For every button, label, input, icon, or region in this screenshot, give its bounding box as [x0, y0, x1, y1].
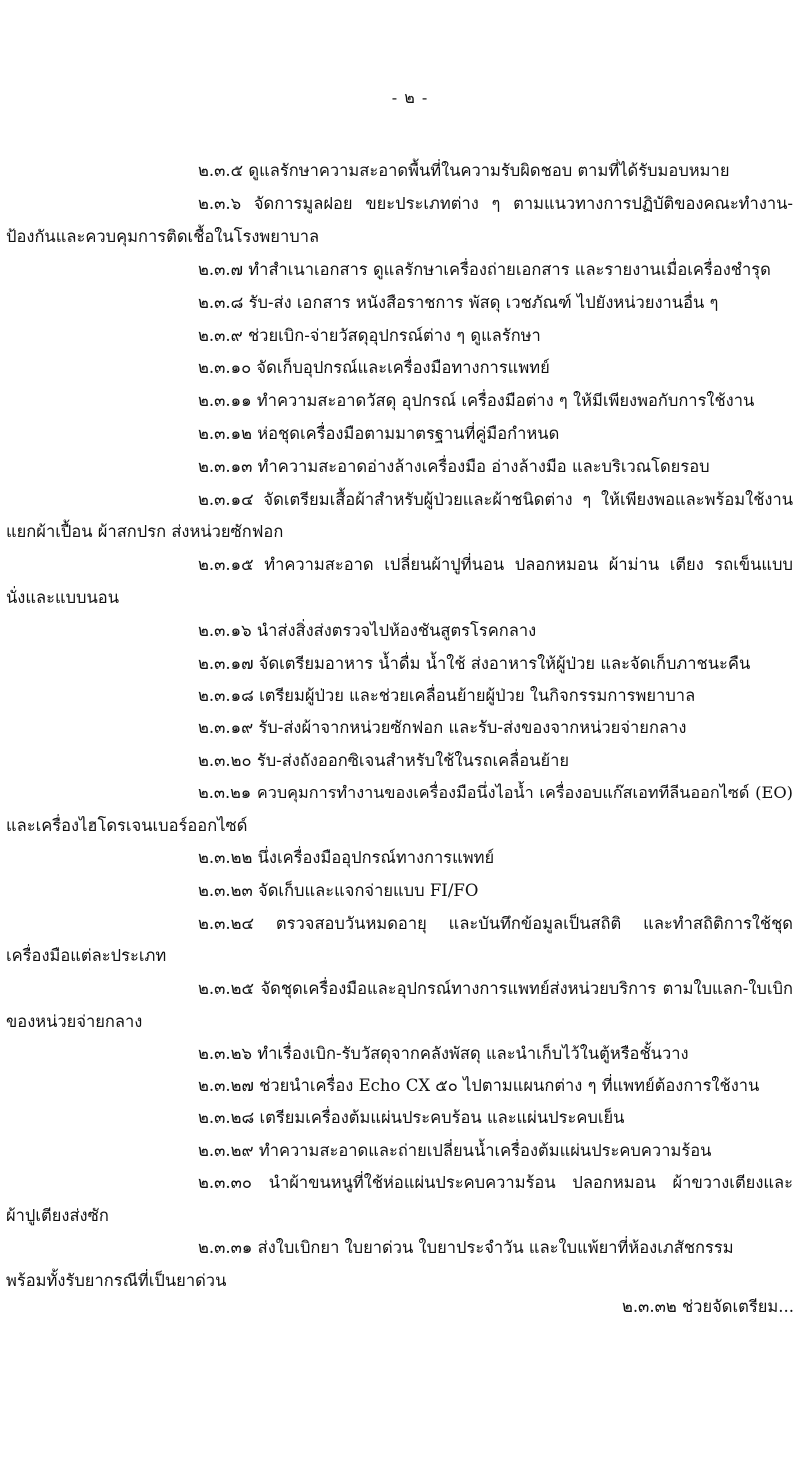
list-item: ๒.๓.๒๘ เตรียมเครื่องต้มแผ่นประคบร้อน และแผ่นประคบเย็น [198, 1108, 625, 1127]
list-item: ๒.๓.๒๑ ควบคุมการทำงานของเครื่องมือนึ่งไอน้ำ เครื่องอบแก๊สเอททีลีนออกไซด์ (EO) [198, 783, 793, 802]
list-item-continuation: และเครื่องไฮโดรเจนเบอร์ออกไซด์ [6, 816, 248, 835]
list-item: ๒.๓.๑๘ เตรียมผู้ป่วย และช่วยเคลื่อนย้ายผู้ป่วย ในกิจกรรมการพยาบาล [198, 686, 696, 705]
list-item: ๒.๓.๗ ทำสำเนาเอกสาร ดูแลรักษาเครื่องถ่ายเอกสาร และรายงานเมื่อเครื่องชำรุด [198, 260, 771, 279]
list-item-continuation: ของหน่วยจ่ายกลาง [6, 1012, 143, 1031]
list-item: ๒.๓.๒๐ รับ-ส่งถังออกซิเจนสำหรับใช้ในรถเคลื่อนย้าย [198, 751, 570, 770]
list-item: ๒.๓.๒๗ ช่วยนำเครื่อง Echo CX ๕๐ ไปตามแผนกต่าง ๆ ที่แพทย์ต้องการใช้งาน [198, 1076, 760, 1095]
continuation-marker: ๒.๓.๓๒ ช่วยจัดเตรียม... [621, 1297, 794, 1316]
list-item: ๒.๓.๒๒ นึ่งเครื่องมืออุปกรณ์ทางการแพทย์ [198, 848, 495, 867]
list-item: ๒.๓.๖ จัดการมูลฝอย ขยะประเภทต่าง ๆ ตามแนวทางการปฏิบัติของคณะทำงาน- [198, 194, 793, 213]
list-item: ๒.๓.๒๕ จัดชุดเครื่องมือและอุปกรณ์ทางการแพทย์ส่งหน่วยบริการ ตามใบแลก-ใบเบิก [198, 979, 793, 998]
list-item-continuation: ผ้าปูเตียงส่งซัก [6, 1206, 109, 1225]
list-item: ๒.๓.๑๔ จัดเตรียมเสื้อผ้าสำหรับผู้ป่วยและผ้าชนิดต่าง ๆ ให้เพียงพอและพร้อมใช้งาน [198, 490, 793, 509]
list-item-continuation: แยกผ้าเปื้อน ผ้าสกปรก ส่งหน่วยซักฟอก [6, 522, 284, 541]
list-item: ๒.๓.๑๑ ทำความสะอาดวัสดุ อุปกรณ์ เครื่องมือต่าง ๆ ให้มีเพียงพอกับการใช้งาน [198, 391, 755, 410]
list-item: ๒.๓.๒๓ จัดเก็บและแจกจ่ายแบบ FI/FO [198, 881, 479, 900]
list-item: ๒.๓.๑๐ จัดเก็บอุปกรณ์และเครื่องมือทางการแพทย์ [198, 358, 550, 377]
list-item: ๒.๓.๒๔ ตรวจสอบวันหมดอายุ และบันทึกข้อมูลเป็นสถิติ และทำสถิติการใช้ชุด [198, 914, 793, 933]
list-item-continuation: ป้องกันและควบคุมการติดเชื้อในโรงพยาบาล [6, 227, 320, 246]
list-item: ๒.๓.๒๖ ทำเรื่องเบิก-รับวัสดุจากคลังพัสดุ และนำเก็บไว้ในตู้หรือชั้นวาง [198, 1044, 689, 1063]
list-item: ๒.๓.๑๕ ทำความสะอาด เปลี่ยนผ้าปูที่นอน ปลอกหมอน ผ้าม่าน เตียง รถเข็นแบบ [198, 555, 793, 574]
list-item: ๒.๓.๑๒ ห่อชุดเครื่องมือตามมาตรฐานที่คู่มือกำหนด [198, 424, 560, 443]
list-item: ๒.๓.๘ รับ-ส่ง เอกสาร หนังสือราชการ พัสดุ เวชภัณฑ์ ไปยังหน่วยงานอื่น ๆ [198, 293, 719, 312]
list-item: ๒.๓.๓๑ ส่งใบเบิกยา ใบยาด่วน ใบยาประจำวัน และใบแพ้ยาที่ห้องเภสัชกรรม [198, 1238, 734, 1257]
list-item: ๒.๓.๑๖ นำส่งสิ่งส่งตรวจไปห้องชันสูตรโรคกลาง [198, 621, 537, 640]
list-item: ๒.๓.๕ ดูแลรักษาความสะอาดพื้นที่ในความรับผิดชอบ ตามที่ได้รับมอบหมาย [198, 161, 730, 180]
list-item-continuation: พร้อมทั้งรับยากรณีที่เป็นยาด่วน [6, 1271, 227, 1290]
list-item-continuation: นั่งและแบบนอน [6, 588, 119, 607]
list-item: ๒.๓.๑๙ รับ-ส่งผ้าจากหน่วยซักฟอก และรับ-ส่งของจากหน่วยจ่ายกลาง [198, 718, 687, 737]
list-item: ๒.๓.๓๐ นำผ้าขนหนูที่ใช้ห่อแผ่นประคบความร้อน ปลอกหมอน ผ้าขวางเตียงและ [198, 1173, 793, 1192]
list-item-continuation: เครื่องมือแต่ละประเภท [6, 946, 167, 965]
list-item: ๒.๓.๑๗ จัดเตรียมอาหาร น้ำดื่ม น้ำใช้ ส่งอาหารให้ผู้ป่วย และจัดเก็บภาชนะคืน [198, 654, 751, 673]
page-number: - ๒ - [391, 88, 429, 107]
list-item: ๒.๓.๑๓ ทำความสะอาดอ่างล้างเครื่องมือ อ่างล้างมือ และบริเวณโดยรอบ [198, 457, 710, 476]
list-item: ๒.๓.๒๙ ทำความสะอาดและถ่ายเปลี่ยนน้ำเครื่องต้มแผ่นประคบความร้อน [198, 1141, 712, 1160]
list-item: ๒.๓.๙ ช่วยเบิก-จ่ายวัสดุอุปกรณ์ต่าง ๆ ดูแลรักษา [198, 326, 541, 345]
